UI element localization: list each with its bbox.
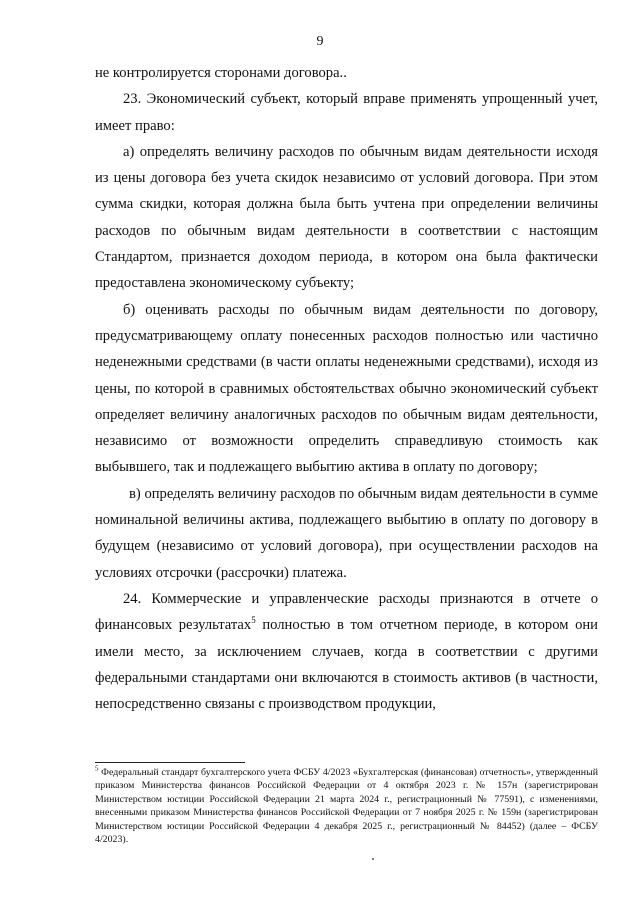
paragraph-23: 23. Экономический субъект, который вправе применять упрощенный учет, имеет право: [95, 91, 598, 134]
paragraph-continuation: не контролируется сторонами договора.. [95, 65, 347, 81]
footnote-text: Федеральный стандарт бухгалтерского учета ФСБУ 4/2023 «Бухгалтерская (финансовая) отчетность», утвержденный приказом Министерства финансов Российской Федерации от 4 октября 2023 г. № 157н (зарегистрирован Министерством юстиции Российской Федерации 21 марта 2024 г., регистрационный № 77591), с изменениями, внесенными приказом Министерства финансов Российской Федерации от 7 ноября 2025 г. № 159н (зарегистрирован Министерством юстиции Российской Федерации 4 декабря 2025 г., регистрационный № 84452) (далее – ФСБУ 4/2023). [95, 767, 598, 846]
footnote-separator [95, 762, 245, 763]
scan-dot [372, 858, 374, 860]
paragraph-24-start: 24. Коммерческие и управленческие расходы признаются в отчете о финансовых результатах [95, 590, 598, 634]
paragraph-24 [95, 586, 598, 717]
paragraph-23-b: б) оценивать расходы по обычным видам деятельности по договору, предусматривающему оплату понесенных расходов полностью или частично неденежными средствами (в части оплаты неденежными средствами), исходя из цены, по которой в сравнимых обстоятельствах обычно экономический субъект определяет величину аналогичных расходов по обычным видам деятельности, независимо от возможности определить справедливую стоимость как выбывшего, так и подлежащего выбытию актива в оплату по договору; [95, 301, 598, 476]
page-number: 9 [316, 34, 324, 49]
footnote-marker: 5 [95, 764, 99, 773]
body-text [95, 60, 598, 717]
footnote-reference: 5 [251, 615, 256, 626]
paragraph-23-a: а) определять величину расходов по обычным видам деятельности исходя из цены договора без учета скидок независимо от условий договора. При этом сумма скидки, которая должна была быть учтена при определении величины расходов по обычным видам деятельности в соответствии с настоящим Стандартом, признается доходом периода, в котором она была фактически предоставлена экономическому субъекту; [95, 143, 598, 292]
paragraph-23-c: в) определять величину расходов по обычным видам деятельности в сумме номинальной величины актива, подлежащего выбытию в оплату по договору в будущем (независимо от условий договора), при осуществлении расходов на условиях отсрочки (рассрочки) платежа. [95, 485, 598, 581]
paragraph-24-end: полностью в том отчетном периоде, в котором они имели место, за исключением случаев, когда в соответствии с другими федеральными стандартами они включаются в стоимость активов (в частности, непосредственно связаны с производством продукции, [95, 617, 598, 713]
footnote [95, 766, 598, 846]
